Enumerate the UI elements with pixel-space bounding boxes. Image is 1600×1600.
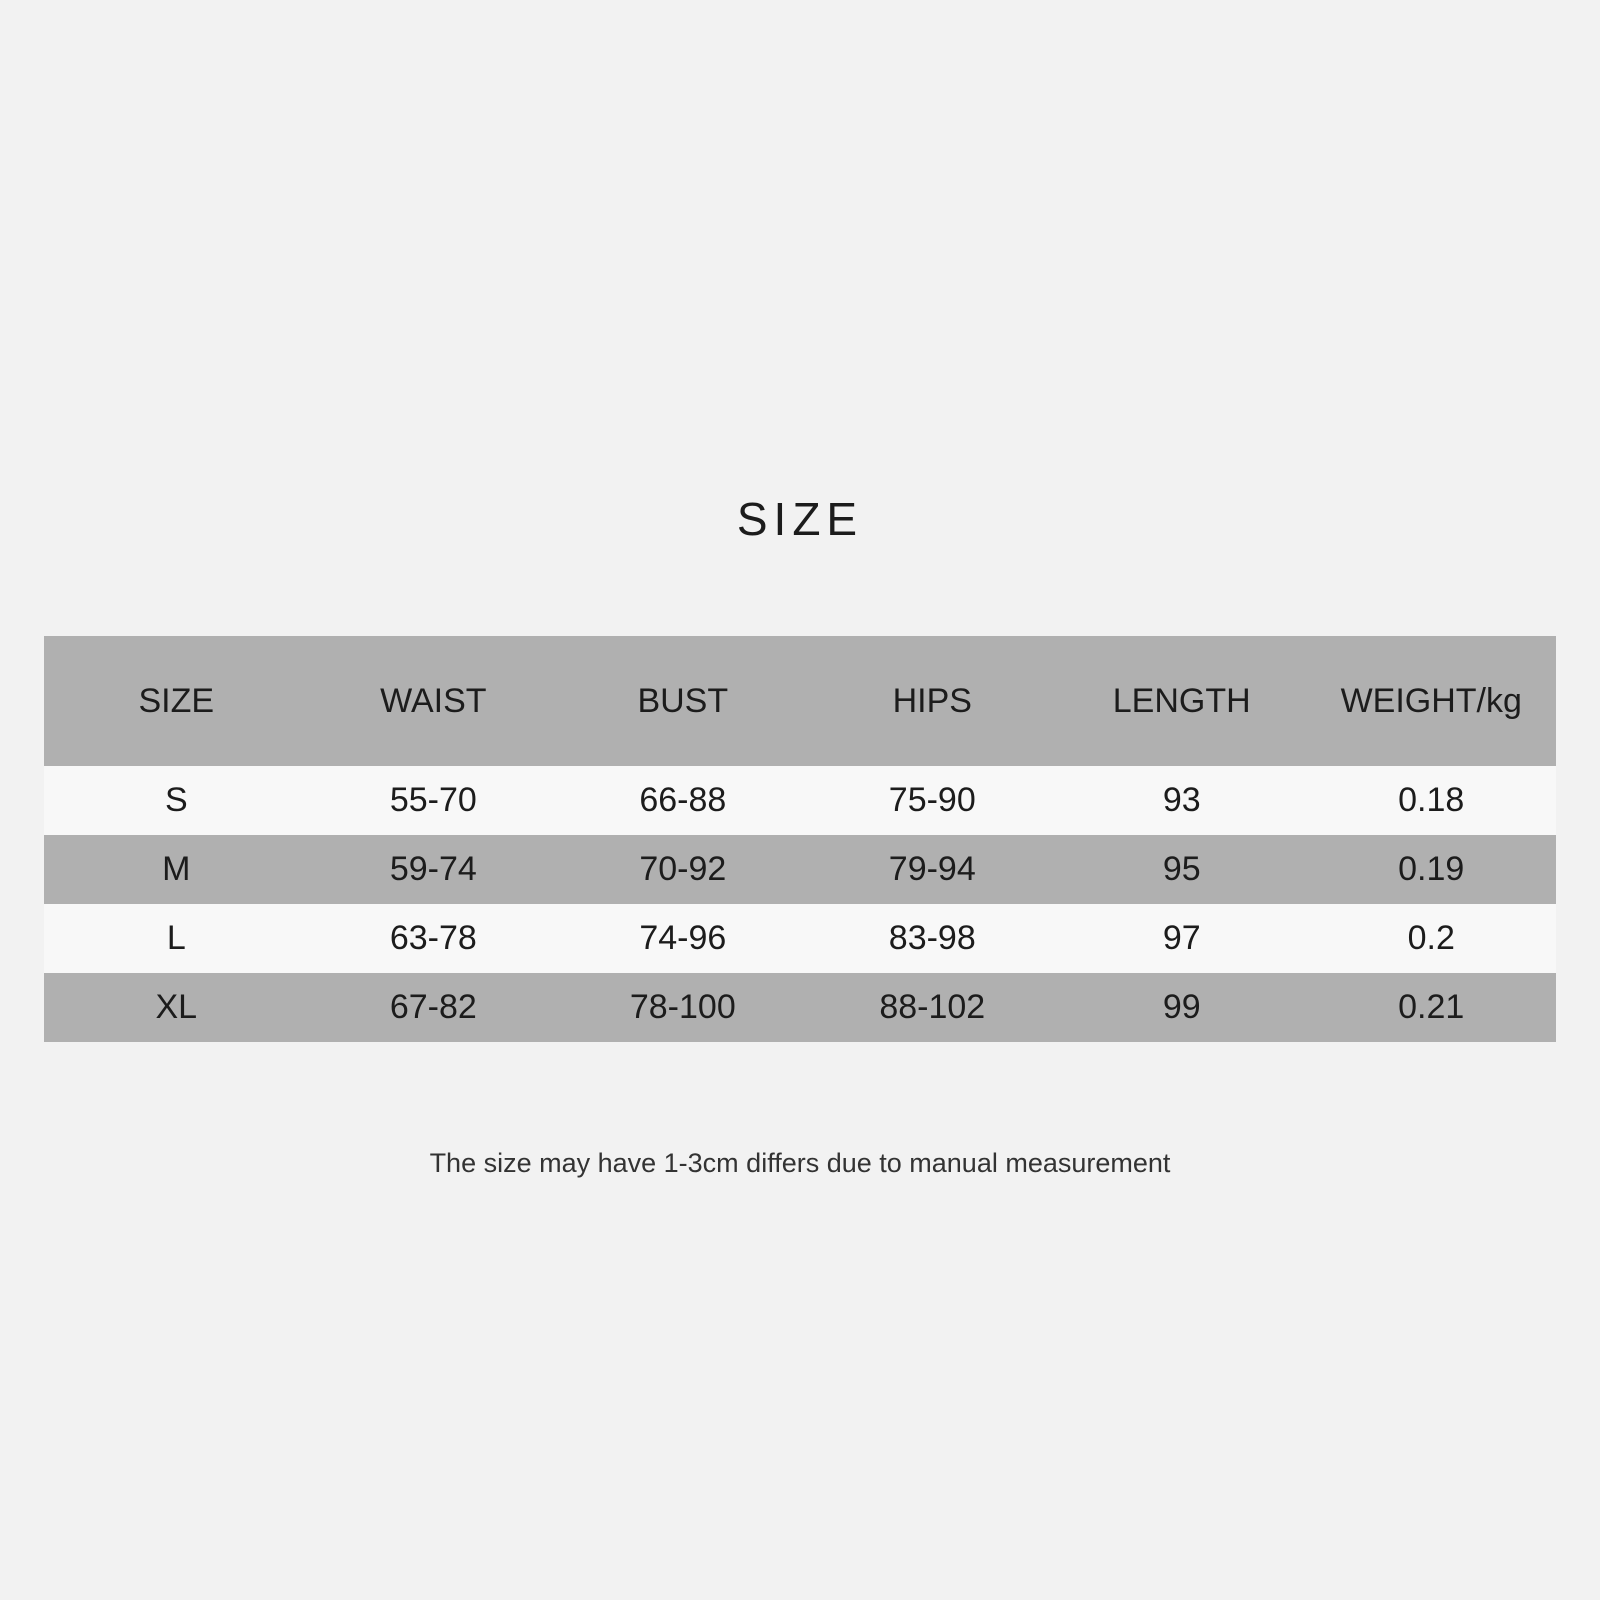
cell-size: S bbox=[164, 781, 188, 819]
cell-length: 93 bbox=[1162, 781, 1201, 819]
column-header-weight: WEIGHT/kg bbox=[1340, 681, 1522, 720]
cell-waist: 55-70 bbox=[389, 781, 477, 819]
table-row bbox=[44, 904, 1556, 973]
column-header-length: LENGTH bbox=[1112, 681, 1251, 720]
cell-hips: 83-98 bbox=[888, 919, 976, 957]
size-table bbox=[44, 636, 1556, 1042]
cell-bust: 66-88 bbox=[639, 781, 727, 819]
cell-bust: 74-96 bbox=[639, 919, 727, 957]
cell-bust: 78-100 bbox=[629, 988, 736, 1026]
cell-weight: 0.2 bbox=[1407, 919, 1455, 957]
column-header-waist: WAIST bbox=[380, 681, 487, 720]
table-header bbox=[44, 636, 1556, 766]
table-header-row bbox=[44, 636, 1556, 766]
column-header-bust: BUST bbox=[637, 681, 729, 720]
cell-size: L bbox=[166, 919, 186, 957]
cell-length: 95 bbox=[1162, 850, 1201, 888]
table-row bbox=[44, 835, 1556, 904]
table-row bbox=[44, 766, 1556, 835]
cell-hips: 79-94 bbox=[888, 850, 976, 888]
cell-size: XL bbox=[155, 988, 198, 1026]
cell-waist: 67-82 bbox=[389, 988, 477, 1026]
cell-bust: 70-92 bbox=[639, 850, 727, 888]
page-title: SIZE bbox=[736, 493, 864, 545]
cell-length: 97 bbox=[1162, 919, 1201, 957]
cell-length: 99 bbox=[1162, 988, 1201, 1026]
measurement-note: The size may have 1-3cm differs due to manual measurement bbox=[429, 1148, 1171, 1178]
cell-waist: 59-74 bbox=[389, 850, 477, 888]
cell-hips: 75-90 bbox=[888, 781, 976, 819]
table-row bbox=[44, 973, 1556, 1042]
size-table-container bbox=[44, 636, 1556, 1042]
cell-size: M bbox=[162, 850, 191, 888]
column-header-size: SIZE bbox=[138, 681, 215, 720]
cell-hips: 88-102 bbox=[879, 988, 986, 1026]
cell-weight: 0.19 bbox=[1398, 850, 1465, 888]
cell-waist: 63-78 bbox=[389, 919, 477, 957]
cell-weight: 0.18 bbox=[1398, 781, 1465, 819]
column-header-hips: HIPS bbox=[892, 681, 972, 720]
table-body bbox=[44, 766, 1556, 1042]
cell-weight: 0.21 bbox=[1398, 988, 1465, 1026]
